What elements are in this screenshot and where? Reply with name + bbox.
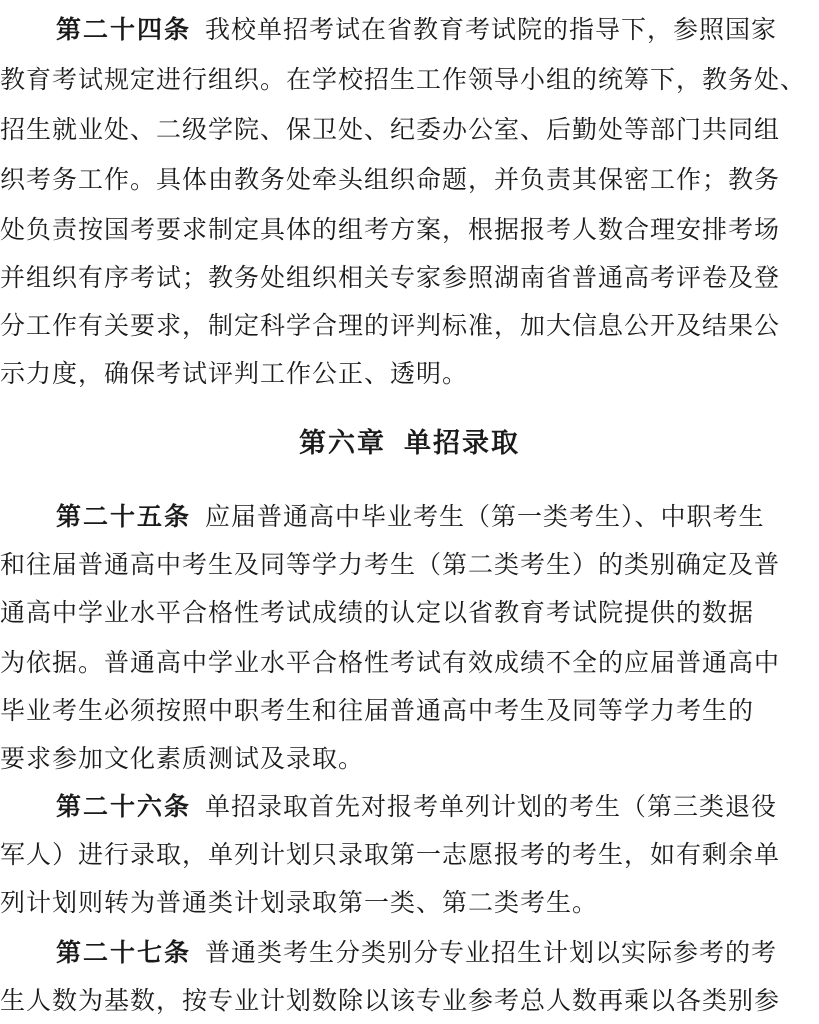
article-24-line-6: 并组织有序考试；教务处组织相关专家参照湖南省普通高考评卷及登 <box>0 263 781 292</box>
article-26-text-1: 单招录取首先对报考单列计划的考生（第三类退役 <box>205 792 778 821</box>
article-24-text-1: 我校单招考试在省教育考试院的指导下，参照国家 <box>205 15 778 44</box>
article-25-line-3: 通高中学业水平合格性考试成绩的认定以省教育考试院提供的数据 <box>0 598 755 627</box>
article-26-line-2: 军人）进行录取，单列计划只录取第一志愿报考的考生，如有剩余单 <box>0 840 781 869</box>
article-25-text-1: 应届普通高中毕业考生（第一类考生）、中职考生 <box>205 502 765 531</box>
article-27-label: 第二十七条 <box>56 938 192 967</box>
article-24-line-8: 示力度，确保考试评判工作公正、透明。 <box>0 359 469 388</box>
article-25-line-1 <box>0 497 819 537</box>
article-26-line-1 <box>0 787 819 827</box>
article-25-line-6: 要求参加文化素质测试及录取。 <box>0 744 365 773</box>
article-24-line-1 <box>0 10 819 50</box>
chapter-title: 单招录取 <box>404 428 520 459</box>
article-24-line-4: 织考务工作。具体由教务处牵头组织命题，并负责其保密工作；教务 <box>0 165 781 194</box>
article-24-label: 第二十四条 <box>56 15 192 44</box>
article-26-line-3: 列计划则转为普通类计划录取第一类、第二类考生。 <box>0 888 599 917</box>
article-24-line-5: 处负责按国考要求制定具体的组考方案，根据报考人数合理安排考场 <box>0 215 781 244</box>
article-27-text-1: 普通类考生分类别分专业招生计划以实际参考的考 <box>205 938 778 967</box>
article-24-line-2: 教育考试规定进行组织。在学校招生工作领导小组的统筹下，教务处、 <box>0 65 807 94</box>
chapter-heading <box>0 424 819 464</box>
article-27-line-2: 生人数为基数，按专业计划数除以该专业参考总人数再乘以各类别参 <box>0 986 781 1015</box>
article-25-label: 第二十五条 <box>56 502 192 531</box>
article-25-line-2: 和往届普通高中考生及同等学力考生（第二类考生）的类别确定及普 <box>0 550 781 579</box>
chapter-number: 第六章 <box>299 428 386 459</box>
article-24-line-3: 招生就业处、二级学院、保卫处、纪委办公室、后勤处等部门共同组 <box>0 115 781 144</box>
article-27-line-1 <box>0 933 819 973</box>
article-25-line-4: 为依据。普通高中学业水平合格性考试有效成绩不全的应届普通高中 <box>0 648 781 677</box>
article-26-label: 第二十六条 <box>56 792 192 821</box>
article-25-line-5: 毕业考生必须按照中职考生和往届普通高中考生及同等学力考生的 <box>0 696 755 725</box>
article-24-line-7: 分工作有关要求，制定科学合理的评判标准，加大信息公开及结果公 <box>0 311 781 340</box>
